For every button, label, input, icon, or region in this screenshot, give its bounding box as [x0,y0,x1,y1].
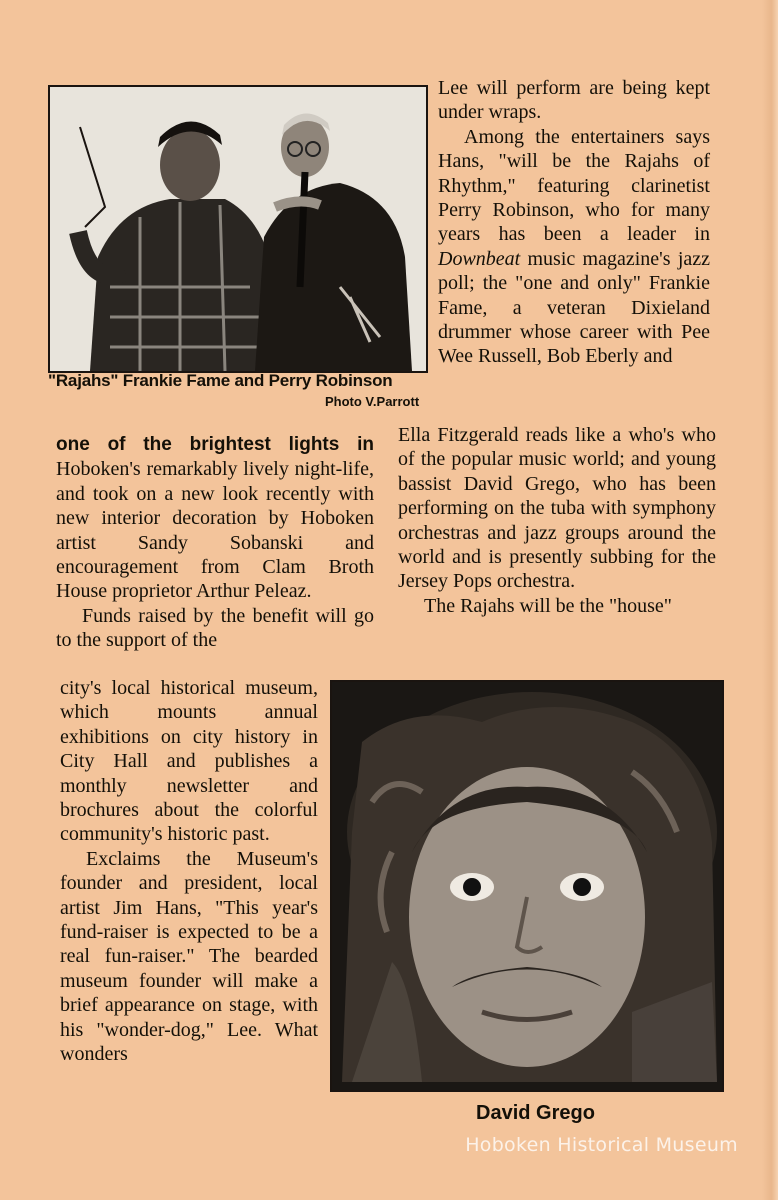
paragraph: Funds raised by the benefit will go to the support of the [56,604,374,652]
paragraph: city's local historical museum, which mounts annual exhibitions on city history in City Hall and publishes a monthly newsletter and brochures about the colorful community's historic past. [60,677,318,846]
page-edge [762,0,778,1200]
paragraph: one of the brightest lights in Hoboken's remarkably lively night-life, and took on a new look recently with new interior decoration by Hoboken artist Sandy Sobanski and encouragement from Clam Broth House proprietor Arthur Peleaz. [56,434,374,603]
museum-watermark: Hoboken Historical Museum [465,1134,738,1156]
photo-rajahs-image [50,87,426,371]
article-column-right-mid [398,423,716,618]
paragraph: Among the entertainers says Hans, "will be the Rajahs of Rhythm," featuring clarinetist Perry Robinson, who for many years has been a leader in Downbeat music magazine's jazz poll; the "one and only" Frankie Fame, a veteran Dixieland drummer whose career with Pee Wee Russell, Bob Eberly and [438,125,710,368]
article-column-left [56,432,374,653]
photo-rajahs-credit: Photo V.Parrott [325,394,420,409]
paragraph: Exclaims the Museum's founder and president, local artist Jim Hans, "This year's fund-raiser is expected to be a real fun-raiser." The bearded museum founder will make a brief appearance on stage, with his "wonder-dog," Lee. What wonders [60,847,318,1066]
photo-david-grego [330,680,724,1092]
paragraph: Ella Fitzgerald reads like a who's who of the popular music world; and young bassist David Grego, who has been performing on the tuba with symphony orchestras and jazz groups around the world and is presently subbing for the Jersey Pops orchestra. [398,424,716,593]
article-column-right-top [438,76,710,369]
magazine-title: Downbeat [438,247,521,270]
photo-david-grego-caption: David Grego [476,1102,595,1124]
article-column-left-narrow [60,676,318,1067]
photo-rajahs [48,85,428,373]
paragraph: The Rajahs will be the "house" [424,594,672,617]
paragraph: Lee will perform are being kept under wraps. [438,77,710,124]
photo-rajahs-caption: "Rajahs" Frankie Fame and Perry Robinson [48,371,393,390]
photo-david-grego-image [332,682,722,1090]
lead-line: one of the brightest lights in [56,434,374,455]
